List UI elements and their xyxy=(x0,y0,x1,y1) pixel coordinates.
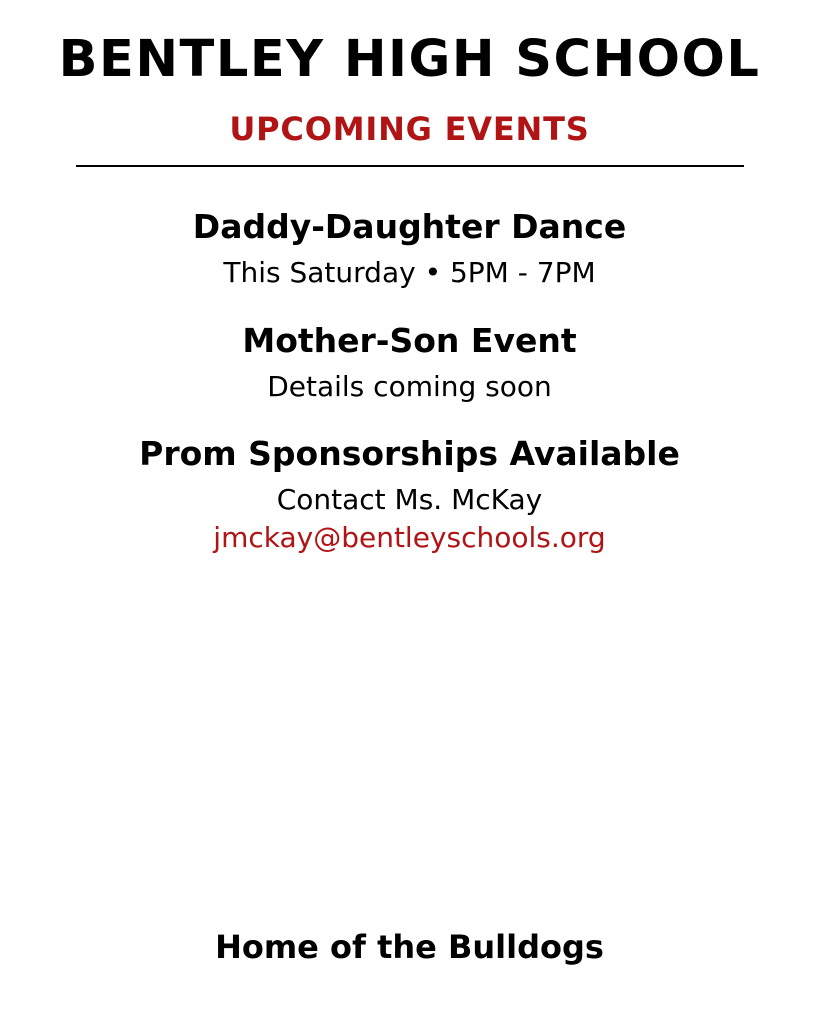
event-title: Mother-Son Event xyxy=(242,321,577,360)
event-detail: Details coming soon xyxy=(267,370,552,403)
footer-tagline: Home of the Bulldogs xyxy=(215,928,604,966)
upcoming-events-heading: UPCOMING EVENTS xyxy=(229,110,590,148)
contact-email-link[interactable]: jmckay@bentleyschools.org xyxy=(213,521,606,554)
event-title: Prom Sponsorships Available xyxy=(139,434,680,473)
event-title: Daddy-Daughter Dance xyxy=(192,207,627,246)
header-divider xyxy=(76,165,744,167)
event-detail: This Saturday • 5PM - 7PM xyxy=(223,256,596,289)
event-contact: Contact Ms. McKay xyxy=(276,483,543,516)
school-title: BENTLEY HIGH SCHOOL xyxy=(58,30,761,89)
